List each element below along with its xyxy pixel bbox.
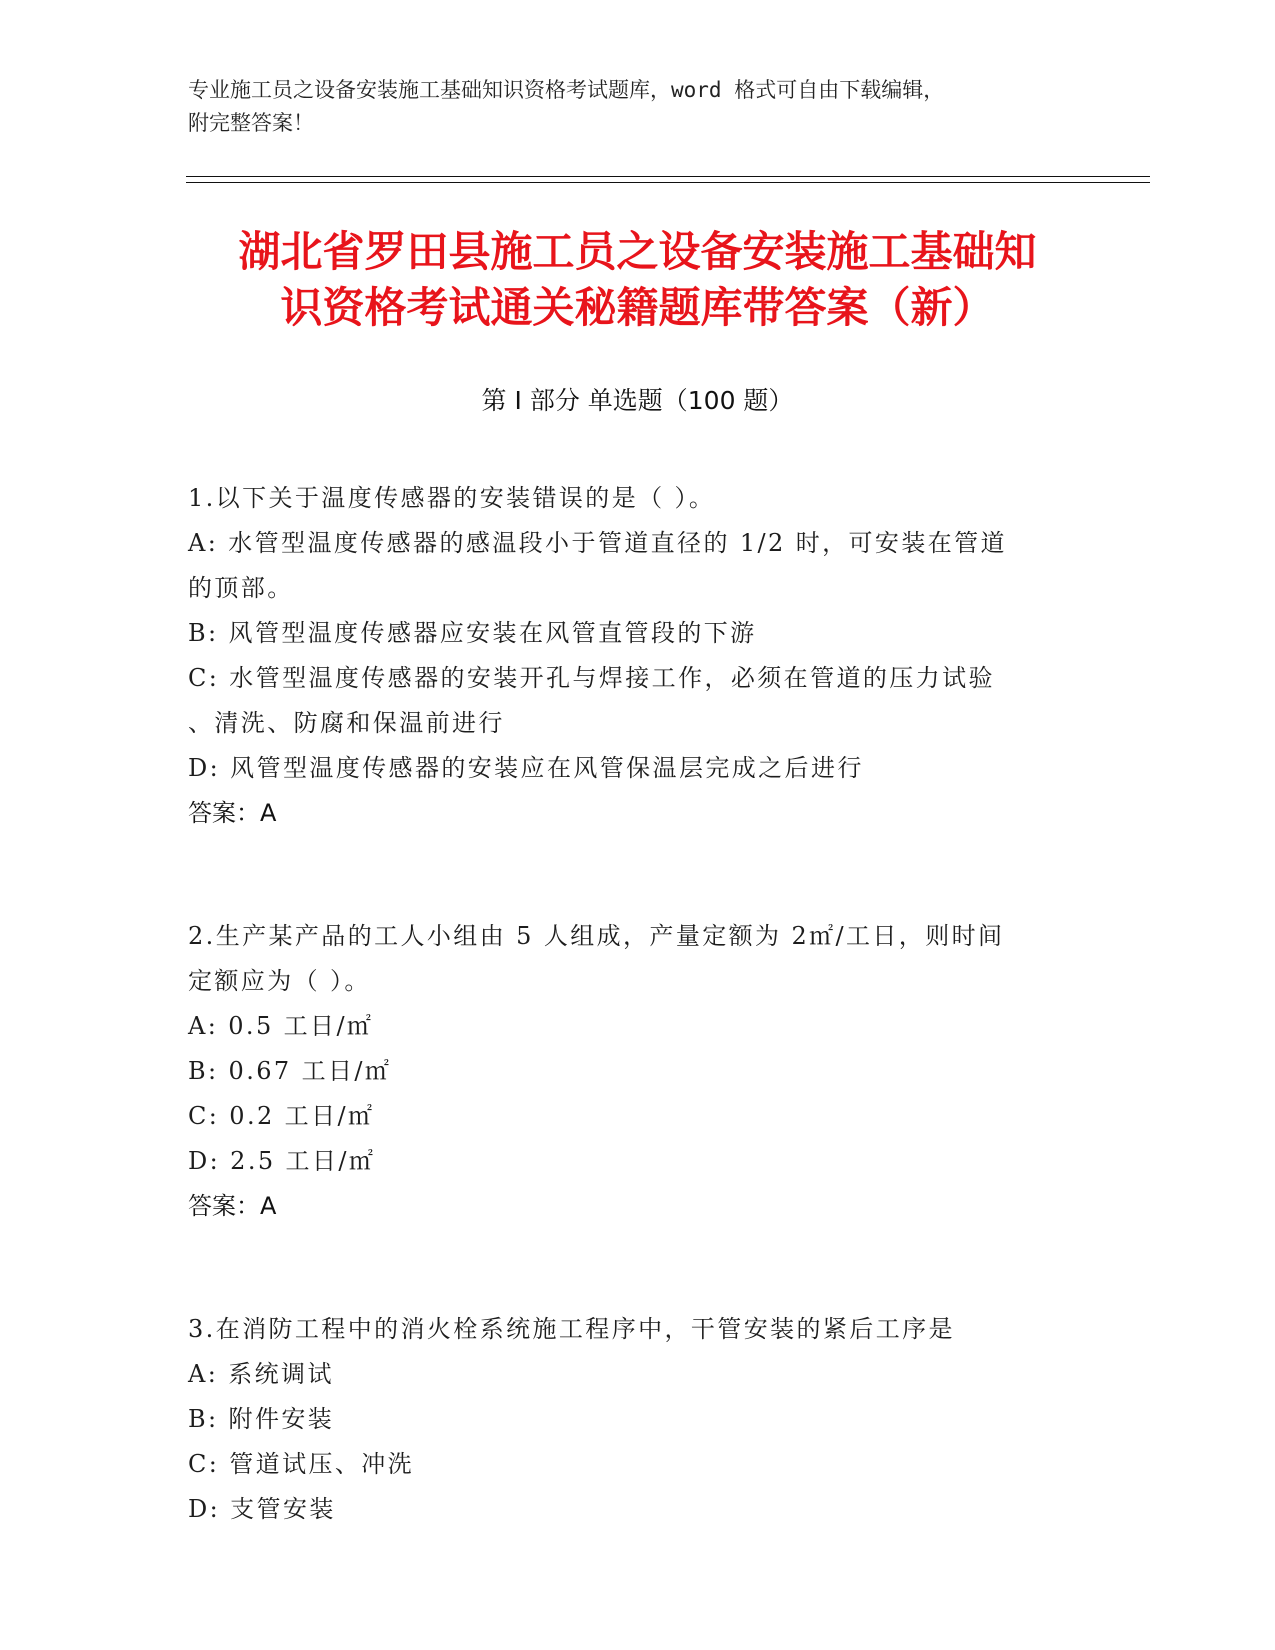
option-d: D: 2.5 工日/㎡: [188, 1147, 376, 1175]
option-line: A: 水管型温度传感器的感温段小于管道直径的 1/2 时，可安装在管道: [188, 529, 1007, 557]
option-a: A: 0.5 工日/㎡: [188, 1012, 374, 1040]
option-line: 、清洗、防腐和保温前进行: [188, 709, 505, 737]
document-title: [120, 224, 1155, 336]
option-c: C: 0.2 工日/㎡: [188, 1102, 375, 1130]
header-divider-top: [186, 176, 1150, 177]
answer-label: 答案：A: [188, 799, 277, 827]
option-line: 的顶部。: [188, 574, 294, 602]
question-2: [188, 914, 1068, 1229]
option-b: [188, 611, 1068, 656]
option-d: [188, 746, 1068, 791]
option-a: [188, 521, 1068, 611]
option-line: B: 风管型温度传感器应安装在风管直管段的下游: [188, 619, 757, 647]
question-stem: 2.生产某产品的工人小组由 5 人组成，产量定额为 2㎡/工日，则时间: [188, 922, 1005, 950]
document-title-line-2: 识资格考试通关秘籍题库带答案（新）: [280, 283, 995, 332]
option-b: B: 0.67 工日/㎡: [188, 1057, 392, 1085]
option-b: B: 附件安装: [188, 1405, 335, 1433]
option-a: A: 系统调试: [188, 1360, 334, 1388]
section-title: 第 I 部分 单选题（100 题）: [481, 386, 794, 415]
document-title-line-1: 湖北省罗田县施工员之设备安装施工基础知: [238, 227, 1037, 276]
question-3: [188, 1307, 1068, 1532]
question-stem: 定额应为（ ）。: [188, 967, 371, 995]
header-note-line-2: 附完整答案！: [188, 111, 314, 135]
question-spacer: [188, 1229, 1068, 1307]
option-c: [188, 656, 1068, 746]
answer-label: 答案：A: [188, 1192, 277, 1220]
option-c: C: 管道试压、冲洗: [188, 1450, 415, 1478]
question-spacer: [188, 836, 1068, 914]
option-line: C: 水管型温度传感器的安装开孔与焊接工作，必须在管道的压力试验: [188, 664, 995, 692]
question-1: [188, 476, 1068, 836]
header-divider-bottom: [186, 182, 1150, 183]
option-line: D: 风管型温度传感器的安装应在风管保温层完成之后进行: [188, 754, 864, 782]
header-note-line-1: 专业施工员之设备安装施工基础知识资格考试题库，word 格式可自由下载编辑，: [188, 78, 945, 102]
question-stem: 3.在消防工程中的消火栓系统施工程序中，干管安装的紧后工序是: [188, 1315, 955, 1343]
option-d: D: 支管安装: [188, 1495, 336, 1523]
question-stem: 1.以下关于温度传感器的安装错误的是（ ）。: [188, 484, 716, 512]
header-note: [188, 74, 1088, 140]
question-list: [188, 476, 1068, 1532]
